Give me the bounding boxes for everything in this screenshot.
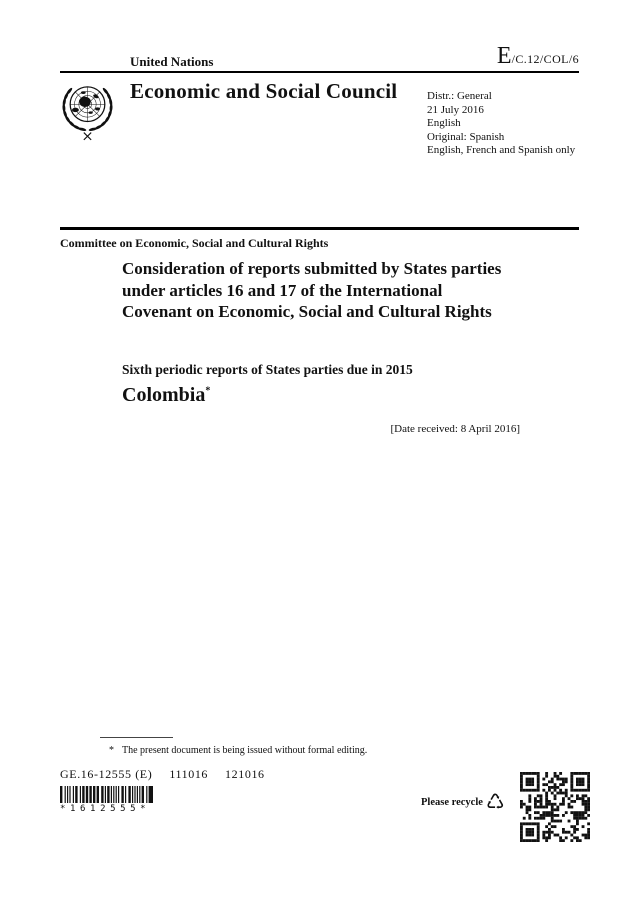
document-symbol-series: E [496, 43, 512, 69]
footnote-rule [100, 737, 173, 738]
footnote [109, 745, 367, 756]
print-date-2: 121016 [225, 767, 265, 781]
date-received: [Date received: 8 April 2016] [390, 423, 520, 435]
barcode [60, 786, 153, 814]
header-rule [60, 71, 579, 73]
distribution-block [427, 90, 575, 158]
languages-note-line: English, French and Spanish only [427, 144, 576, 156]
committee-heading: Committee on Economic, Social and Cultural Rights [60, 236, 329, 250]
recycle-icon: ♺ [485, 790, 505, 814]
qr-code [520, 772, 590, 842]
footnote-text: The present document is being issued without formal editing. [122, 745, 368, 756]
original-language-line: Original: Spanish [427, 130, 505, 143]
council-title: Economic and Social Council [130, 79, 398, 103]
print-date-1: 111016 [169, 767, 209, 781]
country-name: Colombia [122, 384, 206, 406]
country-footnote-marker: * [205, 385, 211, 397]
un-emblem-icon [56, 79, 119, 142]
section-rule [60, 227, 579, 230]
footnote-marker: * [109, 745, 114, 756]
recycle-note [421, 792, 505, 813]
country-heading [122, 384, 210, 407]
document-title: Consideration of reports submitted by States parties under articles 16 and 17 of the International Covenant on Economic, Social and Cultural Rights [122, 259, 502, 321]
barcode-bars [60, 786, 153, 803]
distr-line: Distr.: General [427, 90, 492, 102]
language-line: English [427, 117, 461, 129]
document-symbol-number: /C.12/COL/6 [511, 52, 579, 66]
document-symbol [497, 44, 579, 68]
recycle-label: Please recycle [421, 797, 483, 808]
ge-number: GE.16-12555 (E) [60, 767, 153, 781]
barcode-text: *1612555* [60, 804, 151, 814]
ge-number-line [60, 767, 265, 782]
document-subtitle: Sixth periodic reports of States parties due in 2015 [122, 362, 413, 377]
date-line: 21 July 2016 [427, 103, 484, 116]
united-nations-label: United Nations [130, 54, 214, 69]
